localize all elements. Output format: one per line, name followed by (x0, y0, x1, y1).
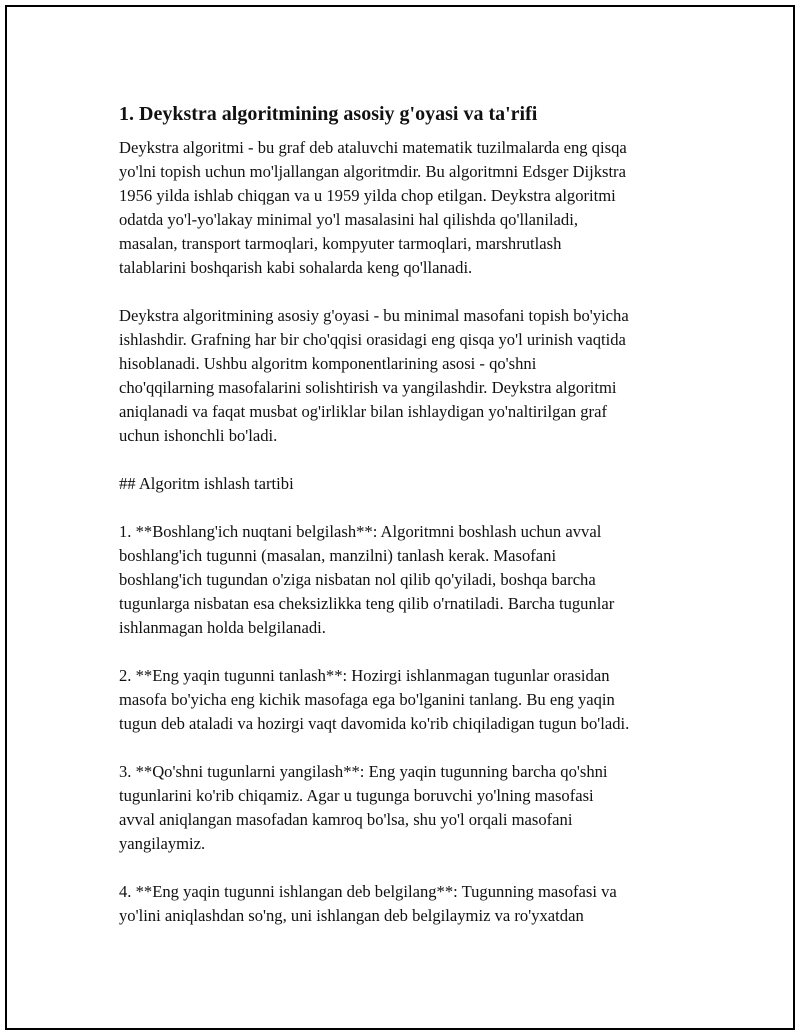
document-body (119, 100, 691, 952)
page-frame (5, 5, 795, 1030)
paragraph-line: 1. **Boshlang'ich nuqtani belgilash**: Algoritmni boshlash uchun avval (119, 522, 602, 541)
paragraph-line: 4. **Eng yaqin tugunni ishlangan deb belgilang**: Tugunning masofasi va (119, 882, 617, 901)
paragraph-line: boshlang'ich tugunni (masalan, manzilni) tanlash kerak. Masofani (119, 546, 557, 565)
paragraph (119, 760, 691, 856)
paragraph (119, 472, 691, 496)
paragraph-line: tugunlarga nisbatan esa cheksizlikka teng qilib o'rnatiladi. Barcha tugunlar (119, 594, 615, 613)
paragraph-line: 2. **Eng yaqin tugunni tanlash**: Hozirgi ishlanmagan tugunlar orasidan (119, 666, 610, 685)
paragraph-line: Deykstra algoritmining asosiy g'oyasi - bu minimal masofani topish bo'yicha (119, 306, 629, 325)
paragraph (119, 880, 691, 928)
paragraph-line: ishlashdir. Grafning har bir cho'qqisi orasidagi eng qisqa yo'l urinish vaqtida (119, 330, 626, 349)
paragraph-line: cho'qqilarning masofalarini solishtirish va yangilashdir. Deykstra algoritmi (119, 378, 617, 397)
paragraph-line: hisoblanadi. Ushbu algoritm komponentlarining asosi - qo'shni (119, 354, 537, 373)
paragraph-line: Deykstra algoritmi - bu graf deb ataluvchi matematik tuzilmalarda eng qisqa (119, 138, 627, 157)
paragraph-line: talablarini boshqarish kabi sohalarda keng qo'llanadi. (119, 258, 473, 277)
document-title: 1. Deykstra algoritmining asosiy g'oyasi va ta'rifi (119, 103, 538, 125)
paragraph-line: odatda yo'l-yo'lakay minimal yo'l masalasini hal qilishda qo'llaniladi, (119, 210, 578, 229)
paragraph-line: tugun deb ataladi va hozirgi vaqt davomida ko'rib chiqiladigan tugun bo'ladi. (119, 714, 630, 733)
paragraph-line: aniqlanadi va faqat musbat og'irliklar bilan ishlaydigan yo'naltirilgan graf (119, 402, 607, 421)
paragraph-line: tugunlarini ko'rib chiqamiz. Agar u tugunga boruvchi yo'lning masofasi (119, 786, 594, 805)
paragraph-line: boshlang'ich tugundan o'ziga nisbatan nol qilib qo'yiladi, boshqa barcha (119, 570, 596, 589)
paragraph-line: yo'lini aniqlashdan so'ng, uni ishlangan deb belgilaymiz va ro'yxatdan (119, 906, 584, 925)
paragraph-line: ## Algoritm ishlash tartibi (119, 474, 294, 493)
paragraph-container (119, 136, 691, 928)
paragraph-line: yangilaymiz. (119, 834, 206, 853)
paragraph (119, 520, 691, 640)
paragraph (119, 136, 691, 280)
paragraph-line: ishlanmagan holda belgilanadi. (119, 618, 326, 637)
paragraph-line: avval aniqlangan masofadan kamroq bo'lsa, shu yo'l orqali masofani (119, 810, 573, 829)
paragraph-line: masalan, transport tarmoqlari, kompyuter tarmoqlari, marshrutlash (119, 234, 562, 253)
paragraph-line: uchun ishonchli bo'ladi. (119, 426, 278, 445)
paragraph (119, 664, 691, 736)
paragraph-line: yo'lni topish uchun mo'ljallangan algoritmdir. Bu algoritmni Edsger Dijkstra (119, 162, 626, 181)
paragraph-line: masofa bo'yicha eng kichik masofaga ega bo'lganini tanlang. Bu eng yaqin (119, 690, 615, 709)
paragraph (119, 304, 691, 448)
paragraph-line: 1956 yilda ishlab chiqgan va u 1959 yilda chop etilgan. Deykstra algoritmi (119, 186, 616, 205)
paragraph-line: 3. **Qo'shni tugunlarni yangilash**: Eng yaqin tugunning barcha qo'shni (119, 762, 608, 781)
